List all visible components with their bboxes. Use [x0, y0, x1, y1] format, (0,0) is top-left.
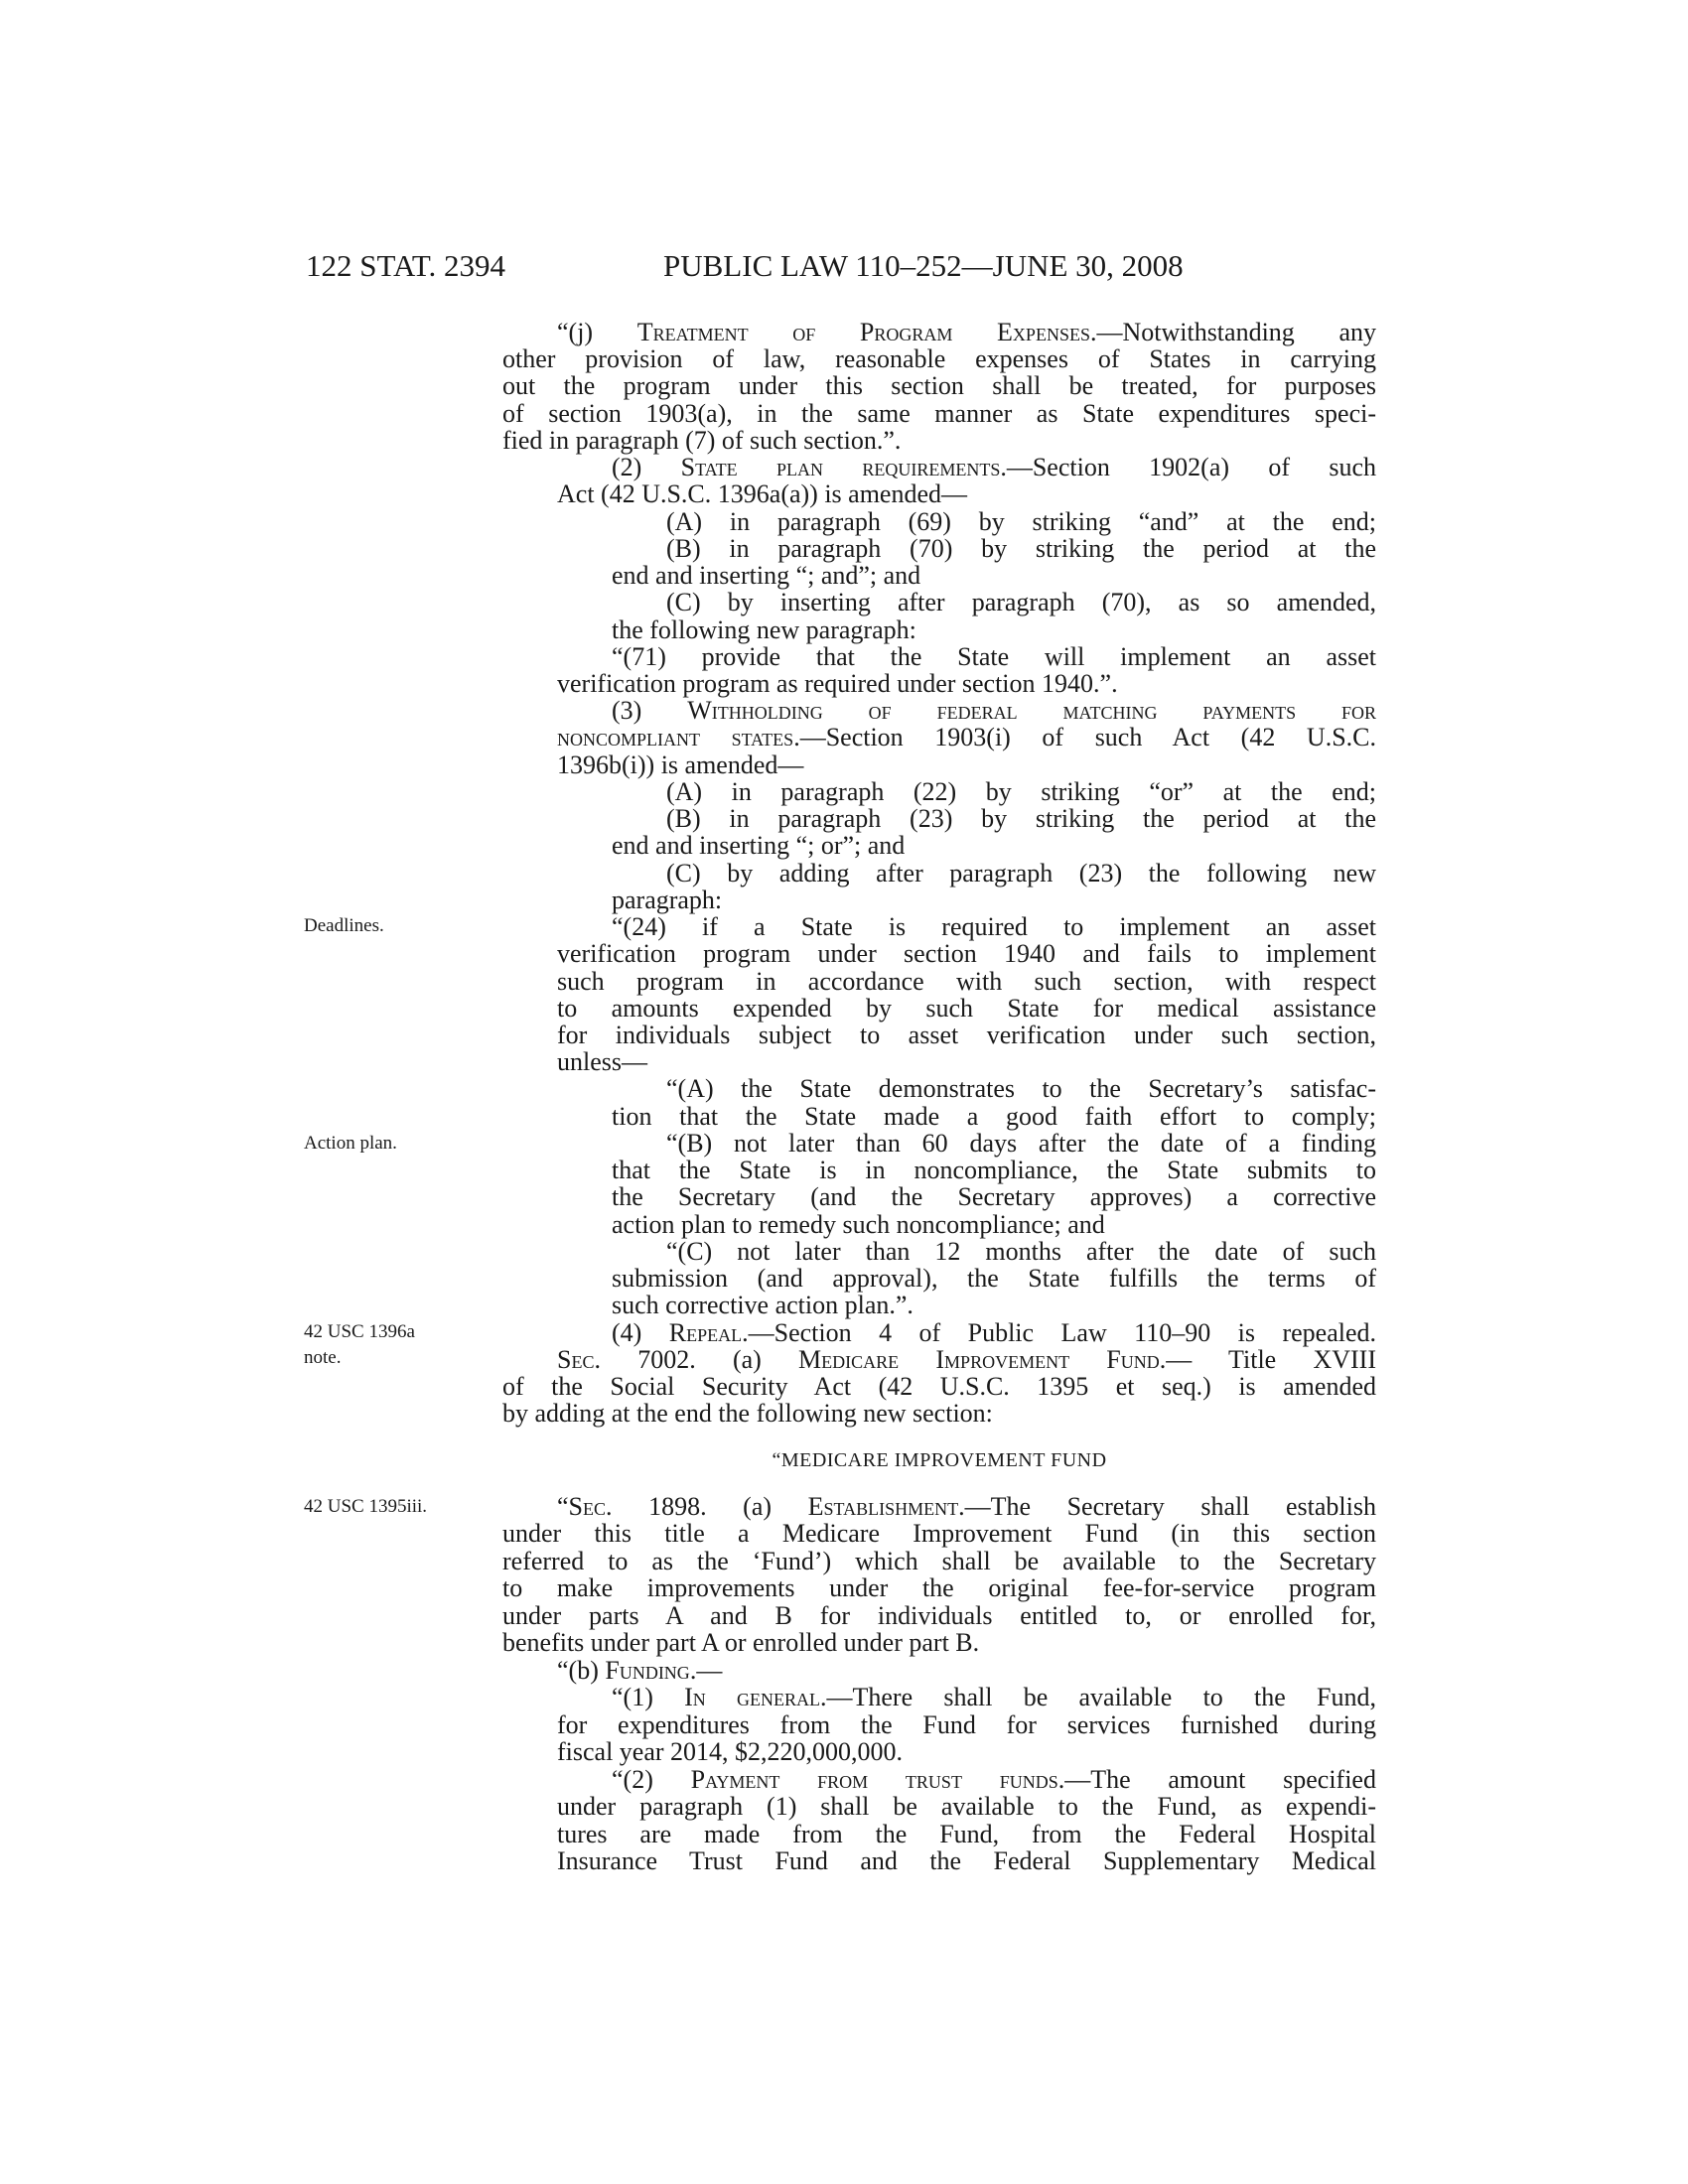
text-line — [557, 1048, 1376, 1076]
text-segment: “(B) not later than 60 days after the date of a finding — [666, 1128, 1376, 1158]
text-line — [557, 1493, 1376, 1521]
margin-note-usc-note: note. — [304, 1347, 342, 1368]
text-line — [557, 940, 1376, 968]
text-line — [557, 1711, 1376, 1739]
margin-note-usc-citation: 42 USC 1396a — [304, 1321, 415, 1342]
text-segment: fiscal year 2014, $2,220,000,000. — [557, 1737, 904, 1767]
text-line — [612, 1211, 1376, 1239]
text-line — [666, 589, 1376, 616]
text-line — [612, 1157, 1376, 1184]
text-segment: .—The Secretary shall establish — [958, 1492, 1376, 1521]
text-segment: “(1) — [612, 1683, 685, 1712]
page-stat-number: 122 STAT. 2394 — [306, 248, 506, 283]
text-line — [502, 372, 1376, 400]
text-segment: tion that the State made a good faith effort to comply; — [612, 1101, 1376, 1131]
small-caps-heading: Sec — [557, 1344, 595, 1374]
text-segment: end and inserting “; or”; and — [612, 831, 906, 861]
text-line — [612, 454, 1376, 481]
text-segment: under this title a Medicare Improvement Fund (in this section — [502, 1519, 1376, 1549]
text-segment: for individuals subject to asset verification under such section, — [557, 1020, 1376, 1049]
text-line — [557, 480, 1376, 508]
text-line — [502, 345, 1376, 373]
text-segment: “(j) — [557, 318, 637, 346]
text-segment: for expenditures from the Fund for services furnished during — [557, 1709, 1376, 1739]
text-line — [557, 670, 1376, 698]
text-segment: verification program under section 1940 and fails to implement — [557, 939, 1376, 969]
text-segment: (4) — [612, 1317, 669, 1347]
text-line — [612, 832, 1376, 860]
text-segment: out the program under this section shall be treated, for purposes — [502, 371, 1376, 401]
text-line — [557, 319, 1376, 346]
text-segment: “(b) — [557, 1655, 606, 1685]
text-segment: end and inserting “; and”; and — [612, 561, 921, 591]
small-caps-heading: Withholding of federal matching payments for — [687, 696, 1377, 726]
text-line — [666, 535, 1376, 563]
text-line — [612, 697, 1376, 725]
text-segment: “(71) provide that the State will implement an asset — [612, 641, 1376, 671]
text-line — [612, 1265, 1376, 1293]
text-line — [502, 1574, 1376, 1602]
text-segment: .—Section 1903(i) of such Act (42 U.S.C. — [793, 723, 1377, 752]
running-header-title: PUBLIC LAW 110–252—JUNE 30, 2008 — [663, 248, 1184, 283]
text-segment: Act (42 U.S.C. 1396a(a)) is amended— — [557, 479, 968, 509]
text-line — [612, 913, 1376, 941]
text-line — [502, 1602, 1376, 1630]
margin-note-action-plan: Action plan. — [304, 1133, 397, 1154]
text-line — [557, 1346, 1376, 1374]
text-line — [502, 1629, 1376, 1657]
text-segment: verification program as required under section 1940.”. — [557, 668, 1118, 698]
text-line — [557, 751, 1376, 779]
text-segment: that the State is in noncompliance, the State submits to — [612, 1156, 1376, 1185]
text-line — [557, 1821, 1376, 1848]
text-line — [666, 778, 1376, 806]
text-segment: Insurance Trust Fund and the Federal Supplementary Medical — [557, 1845, 1376, 1875]
text-segment: submission (and approval), the State fulfills the terms of — [612, 1264, 1376, 1294]
small-caps-heading: Repeal — [668, 1317, 743, 1347]
text-segment: the following new paragraph: — [612, 614, 916, 644]
text-segment: .—There shall be available to the Fund, — [820, 1683, 1376, 1712]
text-line — [612, 643, 1376, 671]
text-segment: (A) in paragraph (22) by striking “or” at the end; — [666, 776, 1376, 806]
text-line — [612, 616, 1376, 644]
text-segment: fied in paragraph (7) of such section.”. — [502, 425, 902, 455]
text-segment: (A) in paragraph (69) by striking “and” at the end; — [666, 506, 1376, 536]
text-segment: (C) by inserting after paragraph (70), as so amended, — [666, 588, 1376, 617]
margin-note-deadlines: Deadlines. — [304, 915, 384, 936]
text-line — [666, 860, 1376, 887]
text-segment: by adding at the end the following new section: — [502, 1399, 993, 1429]
text-segment: paragraph: — [612, 885, 723, 914]
text-segment: (B) in paragraph (23) by striking the period at the — [666, 804, 1376, 834]
text-line — [612, 1684, 1376, 1711]
small-caps-heading: Treatment of Program Expenses — [636, 318, 1090, 346]
small-caps-heading: Medicare Improvement Fund — [798, 1344, 1160, 1374]
text-line — [666, 1238, 1376, 1266]
text-line — [666, 1130, 1376, 1158]
text-segment: benefits under part A or enrolled under part B. — [502, 1628, 980, 1658]
margin-note-usc-1395iii: 42 USC 1395iii. — [304, 1496, 428, 1517]
text-line — [612, 562, 1376, 590]
text-segment: under parts A and B for individuals entitled to, or enrolled for, — [502, 1600, 1376, 1630]
text-segment: to make improvements under the original fee-for-service program — [502, 1573, 1376, 1603]
small-caps-heading: noncompliant states — [557, 723, 794, 752]
text-line — [612, 1766, 1376, 1794]
text-line — [612, 1319, 1376, 1347]
text-line — [557, 724, 1376, 751]
text-line — [612, 1183, 1376, 1211]
text-segment: of section 1903(a), in the same manner as State expenditures speci- — [502, 398, 1376, 428]
text-segment: .— Title XVIII — [1159, 1344, 1376, 1374]
text-segment: .—Notwithstanding any — [1089, 318, 1376, 346]
text-segment: other provision of law, reasonable expenses of States in carrying — [502, 344, 1376, 374]
text-line — [502, 1400, 1376, 1428]
text-segment: “(24) if a State is required to implement an asset — [612, 912, 1376, 942]
text-line — [557, 968, 1376, 996]
small-caps-heading: Funding — [605, 1655, 690, 1685]
text-segment: the Secretary (and the Secretary approves) a corrective — [612, 1182, 1376, 1212]
text-line — [612, 887, 1376, 914]
text-line — [502, 1520, 1376, 1548]
text-segment: “(C) not later than 12 months after the date of such — [666, 1236, 1376, 1266]
text-segment: .— — [689, 1655, 723, 1685]
text-segment: “ — [557, 1492, 569, 1521]
text-segment: of the Social Security Act (42 U.S.C. 1395 et seq.) is amended — [502, 1371, 1376, 1401]
text-line — [502, 1548, 1376, 1575]
small-caps-heading: In general — [684, 1683, 820, 1712]
text-segment: to amounts expended by such State for medical assistance — [557, 993, 1376, 1023]
text-segment: action plan to remedy such noncompliance; and — [612, 1209, 1105, 1239]
text-segment: such corrective action plan.”. — [612, 1291, 914, 1320]
small-caps-heading: State plan requirements — [680, 453, 1001, 482]
text-segment: . 7002. (a) — [594, 1344, 799, 1374]
text-segment: such program in accordance with such section, with respect — [557, 966, 1376, 996]
text-segment: 1396b(i)) is amended— — [557, 750, 804, 779]
small-caps-heading: Establishment — [807, 1492, 959, 1521]
text-segment: .—Section 1902(a) of such — [1000, 453, 1376, 482]
text-line — [557, 995, 1376, 1023]
text-segment: (C) by adding after paragraph (23) the following new — [666, 858, 1376, 887]
text-line — [612, 1292, 1376, 1319]
text-segment: tures are made from the Fund, from the Federal Hospital — [557, 1819, 1376, 1848]
text-segment: (2) — [612, 453, 681, 482]
text-line — [557, 1847, 1376, 1875]
text-segment: “(2) — [612, 1764, 691, 1794]
text-line — [557, 1657, 1376, 1685]
text-line — [666, 805, 1376, 833]
text-line — [557, 1022, 1376, 1049]
text-line — [612, 1103, 1376, 1131]
text-line — [502, 400, 1376, 428]
text-line — [666, 1075, 1376, 1103]
text-segment: . 1898. (a) — [606, 1492, 808, 1521]
text-segment: (B) in paragraph (70) by striking the period at the — [666, 533, 1376, 563]
text-segment: .—Section 4 of Public Law 110–90 is repealed. — [742, 1317, 1376, 1347]
text-line — [557, 1738, 1376, 1766]
text-line — [502, 1373, 1376, 1401]
small-caps-heading: Payment from trust funds — [690, 1764, 1058, 1794]
text-line — [557, 1793, 1376, 1821]
text-segment: “(A) the State demonstrates to the Secretary’s satisfac- — [666, 1074, 1376, 1104]
section-heading: “MEDICARE IMPROVEMENT FUND — [772, 1449, 1107, 1471]
text-segment: (3) — [612, 696, 688, 726]
text-segment: unless— — [557, 1047, 647, 1077]
text-segment: .—The amount specified — [1057, 1764, 1376, 1794]
text-line — [502, 427, 1376, 455]
text-line — [666, 508, 1376, 536]
text-segment: under paragraph (1) shall be available to the Fund, as expendi- — [557, 1792, 1376, 1822]
text-segment: referred to as the ‘Fund’) which shall be available to the Secretary — [502, 1546, 1376, 1575]
small-caps-heading: Sec — [568, 1492, 607, 1521]
